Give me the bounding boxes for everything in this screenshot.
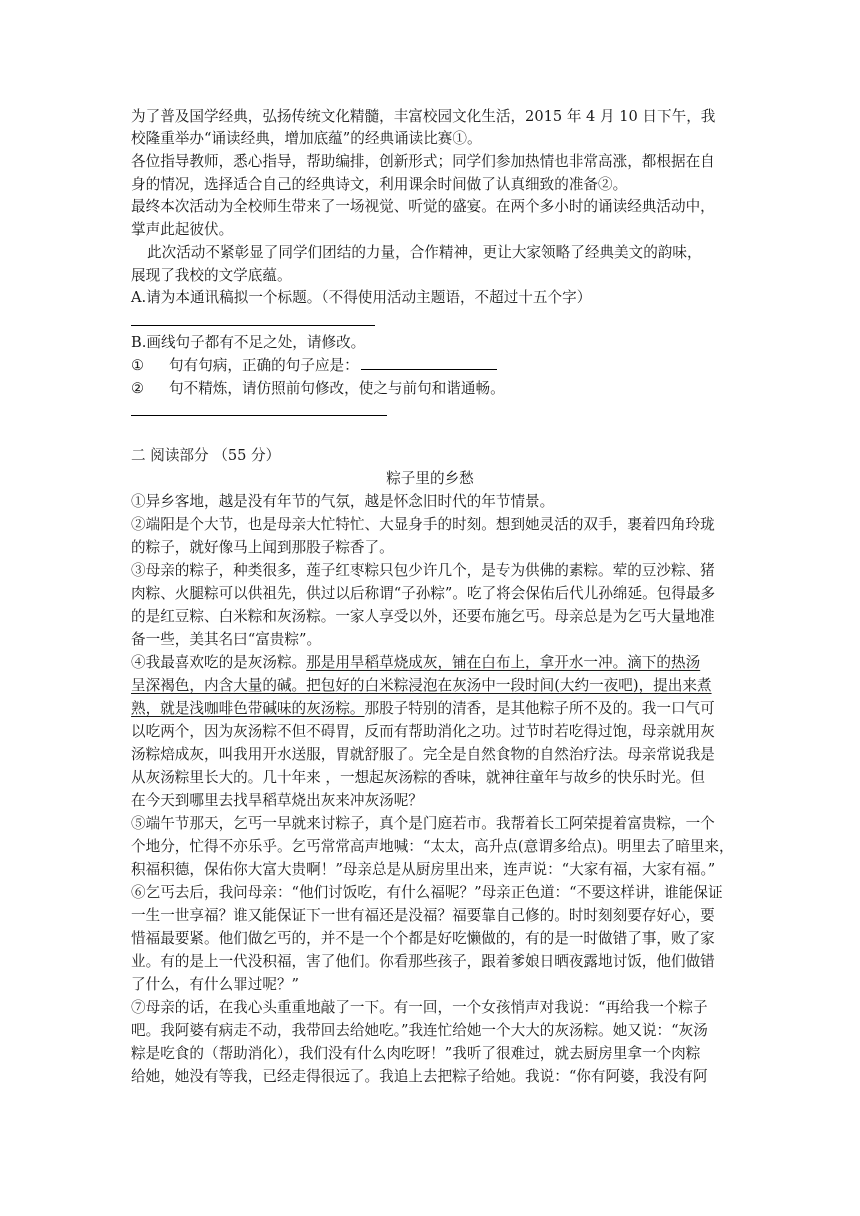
paragraph-1-line-2: 校隆重举办“诵读经典，增加底蕴”的经典诵读比赛①。 [131,130,482,147]
paragraph-4-line-2: 展现了我校的文学底蕴。 [131,267,292,284]
article-line: 惜福最要紧。他们做乞丐的，并不是一个个都是好吃懒做的，有的是一时做错了事，败了家 [131,930,715,947]
article-line [131,652,731,674]
underlined-sentence: 熟，就是浅咖啡色带碱味的灰汤粽。 [131,700,365,717]
article-line: 肉粽、火腿粽可以供祖先，供过以后称谓“子孙粽”。吃了将会保佑后代儿孙绵延。包得最多 [131,585,716,602]
underlined-sentence: 呈深褐色，内含大量的碱。把包好的白米粽浸泡在灰汤中一段时间(大约一夜吧)，提出来煮 [131,677,712,694]
article-line: 业。有的是上一代没积福，害了他们。你看那些孩子，跟着爹娘日晒夜露地讨饭，他们做错 [131,953,715,970]
article-line: 在今天到哪里去找旱稻草烧出灰来冲灰汤呢？ [131,792,423,809]
article-line: 粽是吃食的（帮助消化），我们没有什么肉吃呀！”我听了很难过，就去厨房里拿一个肉粽 [131,1045,701,1062]
answer-line-b2[interactable] [131,415,387,416]
question-a: A.请为本通讯稿拟一个标题。（不得使用活动主题语，不超过十五个字） [131,289,592,306]
article-line: 以吃两个，因为灰汤粽不但不碍胃，反而有帮助消化之功。过节时若吃得过饱，母亲就用灰 [131,723,715,740]
article-line: 个地分，忙得不亦乐乎。乞丐常常高声地喊：“太太，高升点(意谓多给点)。明里去了暗里来， [131,838,734,855]
question-b-1 [131,355,731,377]
article-line: 了什么，有什么罪过呢？” [131,976,299,993]
article-line: 从灰汤粽里长大的。几十年来 ，一想起灰汤粽的香味，就神往童年与故乡的快乐时光。但 [131,769,705,786]
article-line: ①异乡客地，越是没有年节的气氛，越是怀念旧时代的年节情景。 [131,493,555,510]
article-line: ③母亲的粽子，种类很多，莲子红枣粽只包少许几个，是专为供佛的素粽。荤的豆沙粽、猪 [131,562,715,579]
question-b-2 [131,378,731,400]
paragraph-2-line-2: 身的情况，选择适合自己的经典诗文，利用课余时间做了认真细致的准备②。 [131,176,628,193]
article-line: 一生一世享福？谁又能保证下一世有福还是没福？福要靠自己修的。时时刻刻要存好心，要 [131,907,715,924]
paragraph-2-line-1: 各位指导教师，悉心指导，帮助编排，创新形式；同学们参加热情也非常高涨，都根据在自 [131,153,715,170]
article-line: 积福积德，保佑你大富大贵啊！”母亲总是从厨房里出来，连声说：“大家有福，大家有福。” [131,861,716,878]
article-line: ⑦母亲的话，在我心头重重地敲了一下。有一回，一个女孩悄声对我说：“再给我一个粽子 [131,999,708,1016]
answer-blank-b1[interactable] [361,355,497,370]
section-heading: 二 阅读部分 （55 分） [131,447,281,464]
article-line: 的粽子，就好像马上闻到那股子粽香了。 [131,539,394,556]
article-line: ⑤端午节那天，乞丐一早就来讨粽子，真个是门庭若市。我帮着长工阿荣提着富贵粽，一个 [131,815,715,832]
article-line: ②端阳是个大节，也是母亲大忙特忙、大显身手的时刻。想到她灵活的双手，裹着四角玲珑 [131,516,715,533]
article-line: 备一些，美其名曰“富贵粽”。 [131,631,322,648]
answer-line-a[interactable] [131,325,375,326]
article-line: 给她，她没有等我，已经走得很远了。我追上去把粽子给她。我说：“你有阿婆，我没有阿 [131,1068,708,1085]
article-line: ⑥乞丐去后，我问母亲：“他们讨饭吃，有什么福呢？”母亲正色道：“不要这样讲，谁能保证 [131,884,723,901]
article-text: 那股子特别的清香，是其他粽子所不及的。我一口气可 [364,700,715,717]
question-b-1-number: ① [131,357,145,374]
question-b-1-text: 句有句病，正确的句子应是： [169,357,359,374]
article-line [131,675,731,697]
article-line [131,698,731,720]
paragraph-1-line-1: 为了普及国学经典，弘扬传统文化精髓，丰富校园文化生活，2015 年 4 月 10 日下午，我 [131,108,716,125]
article-title: 粽子里的乡愁 [386,470,474,487]
article-line: 的是红豆粽、白米粽和灰汤粽。一家人享受以外，还要布施乞丐。母亲总是为乞丐大量地准 [131,608,715,625]
article-text: ④我最喜欢吃的是灰汤粽。 [131,654,307,671]
article-line: 吧。我阿婆有病走不动，我带回去给她吃。”我连忙给她一个大大的灰汤粽。她又说：“灰汤 [131,1022,708,1039]
paragraph-4-line-1: 此次活动不紧彰显了同学们团结的力量，合作精神，更让大家领略了经典美文的韵味， [147,244,702,261]
paragraph-3-line-1: 最终本次活动为全校师生带来了一场视觉、听觉的盛宴。在两个多小时的诵读经典活动中， [131,198,715,215]
question-b-2-text: 句不精炼，请仿照前句修改，使之与前句和谐通畅。 [169,380,505,397]
question-b-2-number: ② [131,380,145,397]
paragraph-3-line-2: 掌声此起彼伏。 [131,221,234,238]
underlined-sentence: 那是用旱稻草烧成灰，铺在白布上，拿开水一冲。滴下的热汤 [306,654,701,671]
article-line: 汤粽焙成灰，叫我用开水送服，胃就舒服了。完全是自然食物的自然治疗法。母亲常说我是 [131,746,715,763]
question-b: B.画线句子都有不足之处，请修改。 [131,334,366,351]
